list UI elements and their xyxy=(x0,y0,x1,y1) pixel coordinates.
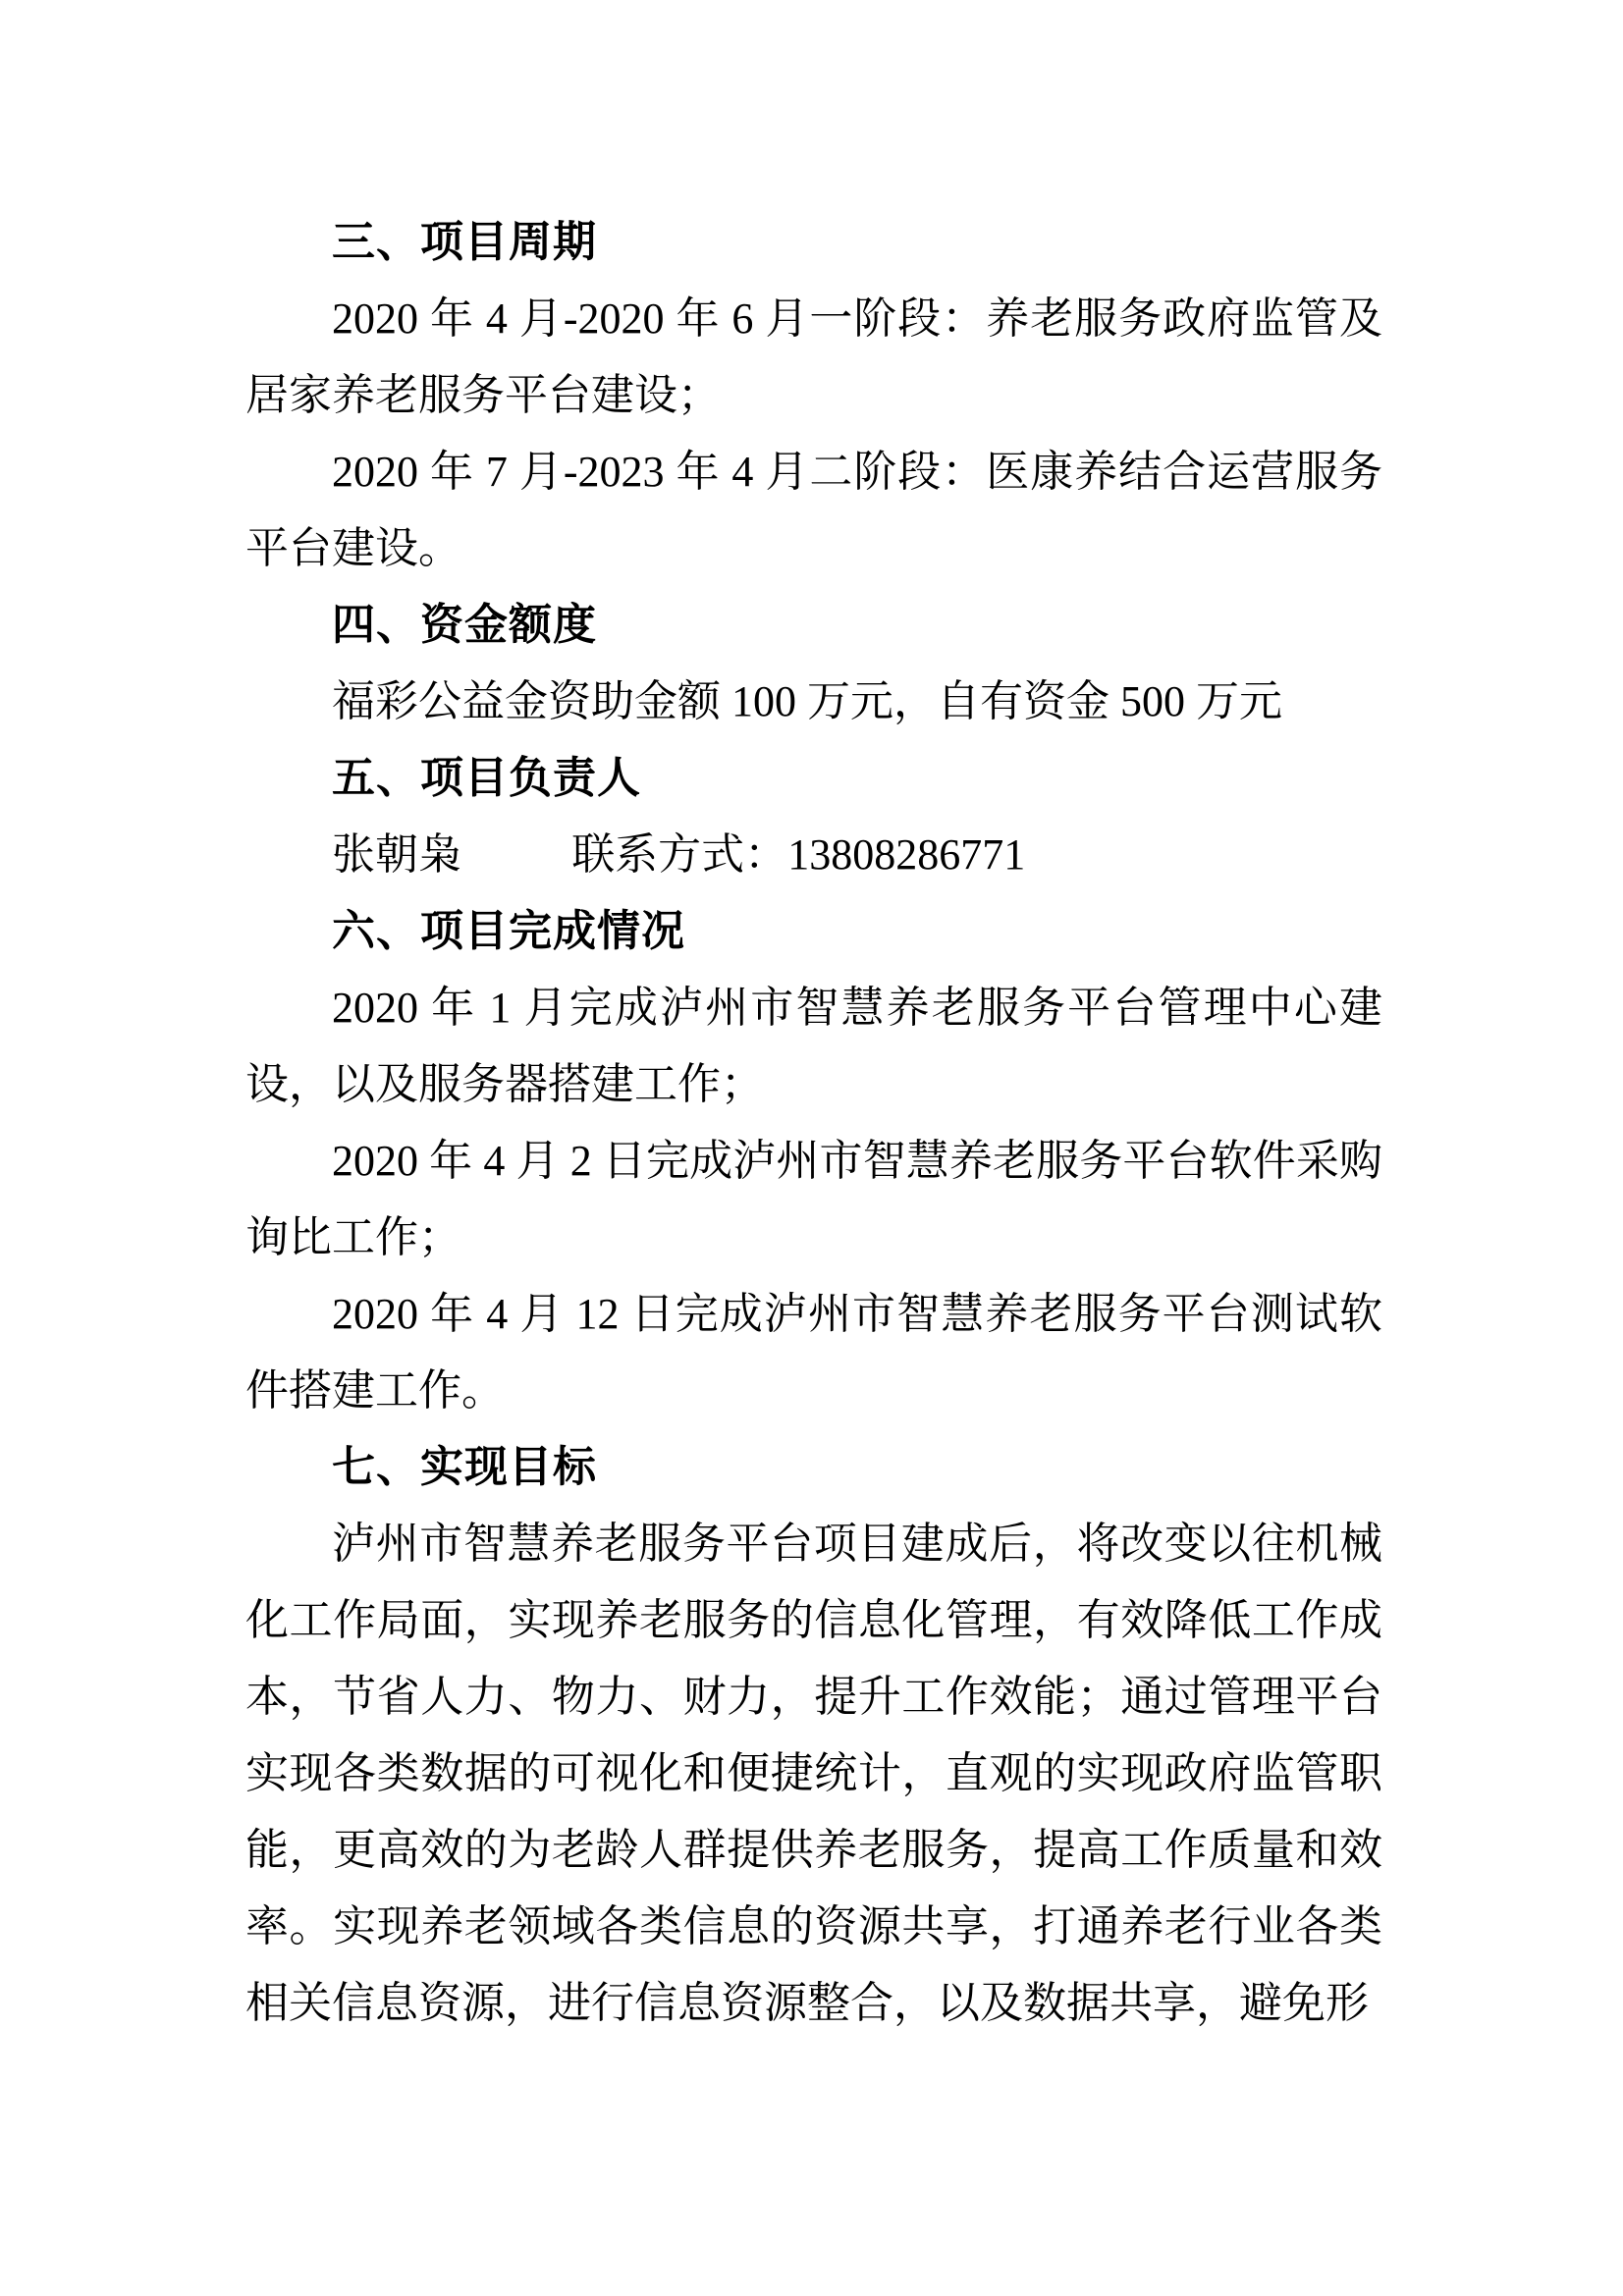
section-heading: 七、实现目标 xyxy=(332,1442,597,1492)
document-body xyxy=(245,204,1382,2042)
contact-label: 联系方式： xyxy=(571,830,788,879)
paragraph: 2020 年 1 月完成泸州市智慧养老服务平台管理中心建设，以及服务器搭建工作； xyxy=(245,984,1382,1108)
paragraph: 2020 年 4 月-2020 年 6 月一阶段：养老服务政府监管及居家养老服务平台建设； xyxy=(245,294,1382,419)
contact-line xyxy=(245,817,1382,893)
section-heading: 六、项目完成情况 xyxy=(332,906,685,956)
paragraph: 2020 年 4 月 12 日完成泸州市智慧养老服务平台测试软件搭建工作。 xyxy=(245,1290,1382,1415)
paragraph: 2020 年 4 月 2 日完成泸州市智慧养老服务平台软件采购询比工作； xyxy=(245,1137,1382,1261)
paragraph: 泸州市智慧养老服务平台项目建成后，将改变以往机械化工作局面，实现养老服务的信息化管理，有效降低工作成本，节省人力、物力、财力，提升工作效能；通过管理平台实现各类数据的可视化和便捷统计，直观的实现政府监管职能，更高效的为老龄人群提供养老服务，提高工作质量和效率。实现养老领域各类信息的资源共享，打通养老行业各类相关信息资源，进行信息资源整合，以及数据共享，避免形 xyxy=(245,1520,1382,2027)
section-heading: 三、项目周期 xyxy=(332,217,597,267)
contact-name: 张朝枭 xyxy=(332,830,461,879)
section-heading: 五、项目负责人 xyxy=(332,753,641,803)
contact-phone: 13808286771 xyxy=(787,830,1026,879)
paragraph: 福彩公益金资助金额 100 万元，自有资金 500 万元 xyxy=(332,677,1282,725)
paragraph: 2020 年 7 月-2023 年 4 月二阶段：医康养结合运营服务平台建设。 xyxy=(245,448,1382,572)
section-heading: 四、资金额度 xyxy=(332,600,597,650)
